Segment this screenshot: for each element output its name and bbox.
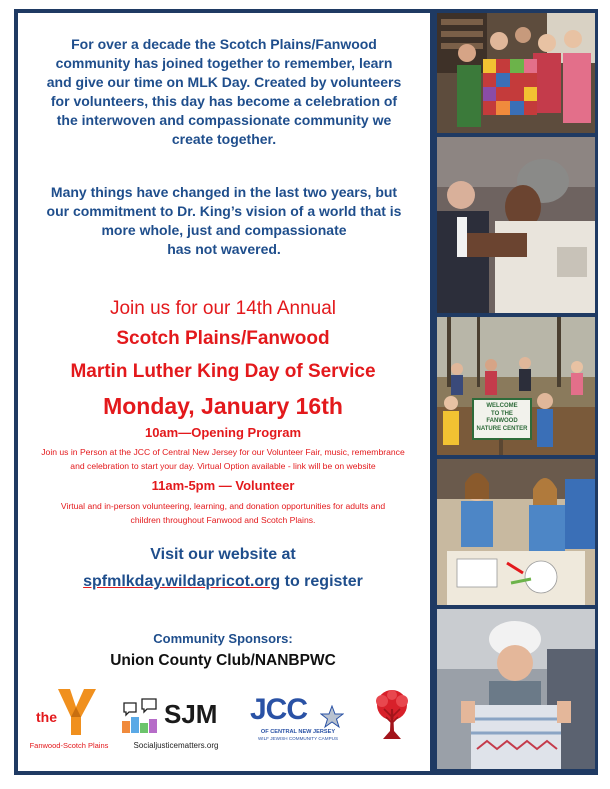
- intro-p1-line: for volunteers, this day has become a celebration of: [50, 93, 398, 109]
- sign-line: NATURE CENTER: [476, 425, 528, 432]
- photo-nature-center: [437, 317, 595, 455]
- event-date: Monday, January 16th: [103, 393, 343, 419]
- register-suffix: to register: [280, 573, 363, 590]
- visit-website-label: Visit our website at: [150, 546, 296, 563]
- jcc-caption-line1: OF CENTRAL NEW JERSEY: [260, 729, 336, 735]
- flyer-text-column: [18, 13, 428, 773]
- photo-group-quilt: [437, 13, 595, 133]
- intro-p2-line: Many things have changed in the last two years, but: [50, 184, 398, 200]
- sign-line: WELCOME: [486, 403, 518, 409]
- intro-p1-line: the interwoven and compassionate community we: [56, 112, 392, 128]
- jcc-logo-text: JCC: [250, 693, 308, 726]
- opening-desc-line2: and celebration to start your day. Virtual Option available - link will be on website: [70, 461, 376, 471]
- website-line: [18, 573, 428, 591]
- woman-sweater-image: [437, 609, 595, 769]
- sponsors-heading: Community Sponsors:: [153, 631, 293, 646]
- intro-paragraph-2: [34, 183, 414, 259]
- star-icon: [320, 705, 344, 729]
- opening-time: 10am—Opening Program: [144, 425, 302, 440]
- nature-center-image: [437, 317, 595, 455]
- intro-p1-line: create together.: [171, 131, 277, 147]
- tree-logo: [370, 687, 414, 741]
- sjm-logo: [120, 695, 232, 755]
- sponsor-logos: [18, 685, 428, 757]
- group-quilt-image: [437, 13, 595, 133]
- nature-center-sign: [475, 403, 529, 433]
- photo-embrace: [437, 137, 595, 313]
- sjm-caption: Socialjusticematters.org: [133, 741, 219, 750]
- main-sponsor: Union County Club/NANBPWC: [110, 652, 336, 669]
- opening-desc-line1: Join us in Person at the JCC of Central New Jersey for our Volunteer Fair, music, remembrance: [41, 447, 405, 457]
- ymca-logo-text: the: [36, 709, 57, 725]
- volunteer-time: 11am-5pm — Volunteer: [151, 478, 295, 493]
- intro-paragraph-1: [34, 35, 414, 149]
- ymca-logo: [24, 685, 110, 755]
- website-link[interactable]: spfmlkday.wildapricot.org: [83, 573, 281, 590]
- volunteer-desc-line2: children throughout Fanwood and Scotch Plains.: [130, 515, 316, 525]
- photo-woman-sweater: [437, 609, 595, 769]
- intro-p1-line: community has joined together to remember, learn: [55, 55, 393, 71]
- sjm-logo-text: SJM: [164, 699, 218, 729]
- intro-p1-line: For over a decade the Scotch Plains/Fanwood: [71, 36, 377, 52]
- jcc-caption-line2: WILF JEWISH COMMUNITY CAMPUS: [257, 736, 339, 741]
- intro-p2-line: more whole, just and compassionate: [101, 222, 347, 238]
- intro-p1-line: and give our time on MLK Day. Created by volunteers: [46, 74, 402, 90]
- crafts-image: [437, 459, 595, 605]
- sign-line: FANWOOD: [486, 418, 518, 424]
- intro-p2-line: our commitment to Dr. King’s vision of a world that is: [46, 203, 402, 219]
- ymca-caption: Fanwood-Scotch Plains: [29, 741, 109, 750]
- join-line: Join us for our 14th Annual: [109, 298, 337, 319]
- sign-line: TO THE: [491, 410, 513, 417]
- photo-column: [430, 13, 597, 771]
- jcc-logo: [246, 693, 350, 747]
- intro-p2-line: has not wavered.: [167, 241, 281, 257]
- photo-crafts: [437, 459, 595, 605]
- volunteer-desc-line1: Virtual and in-person volunteering, learning, and donation opportunities for adults and: [60, 501, 386, 511]
- location-title: Scotch Plains/Fanwood: [116, 328, 330, 349]
- tree-icon: [370, 687, 414, 741]
- event-title: Martin Luther King Day of Service: [70, 361, 376, 382]
- embrace-image: [437, 137, 595, 313]
- speech-bubbles-icon: [120, 697, 166, 737]
